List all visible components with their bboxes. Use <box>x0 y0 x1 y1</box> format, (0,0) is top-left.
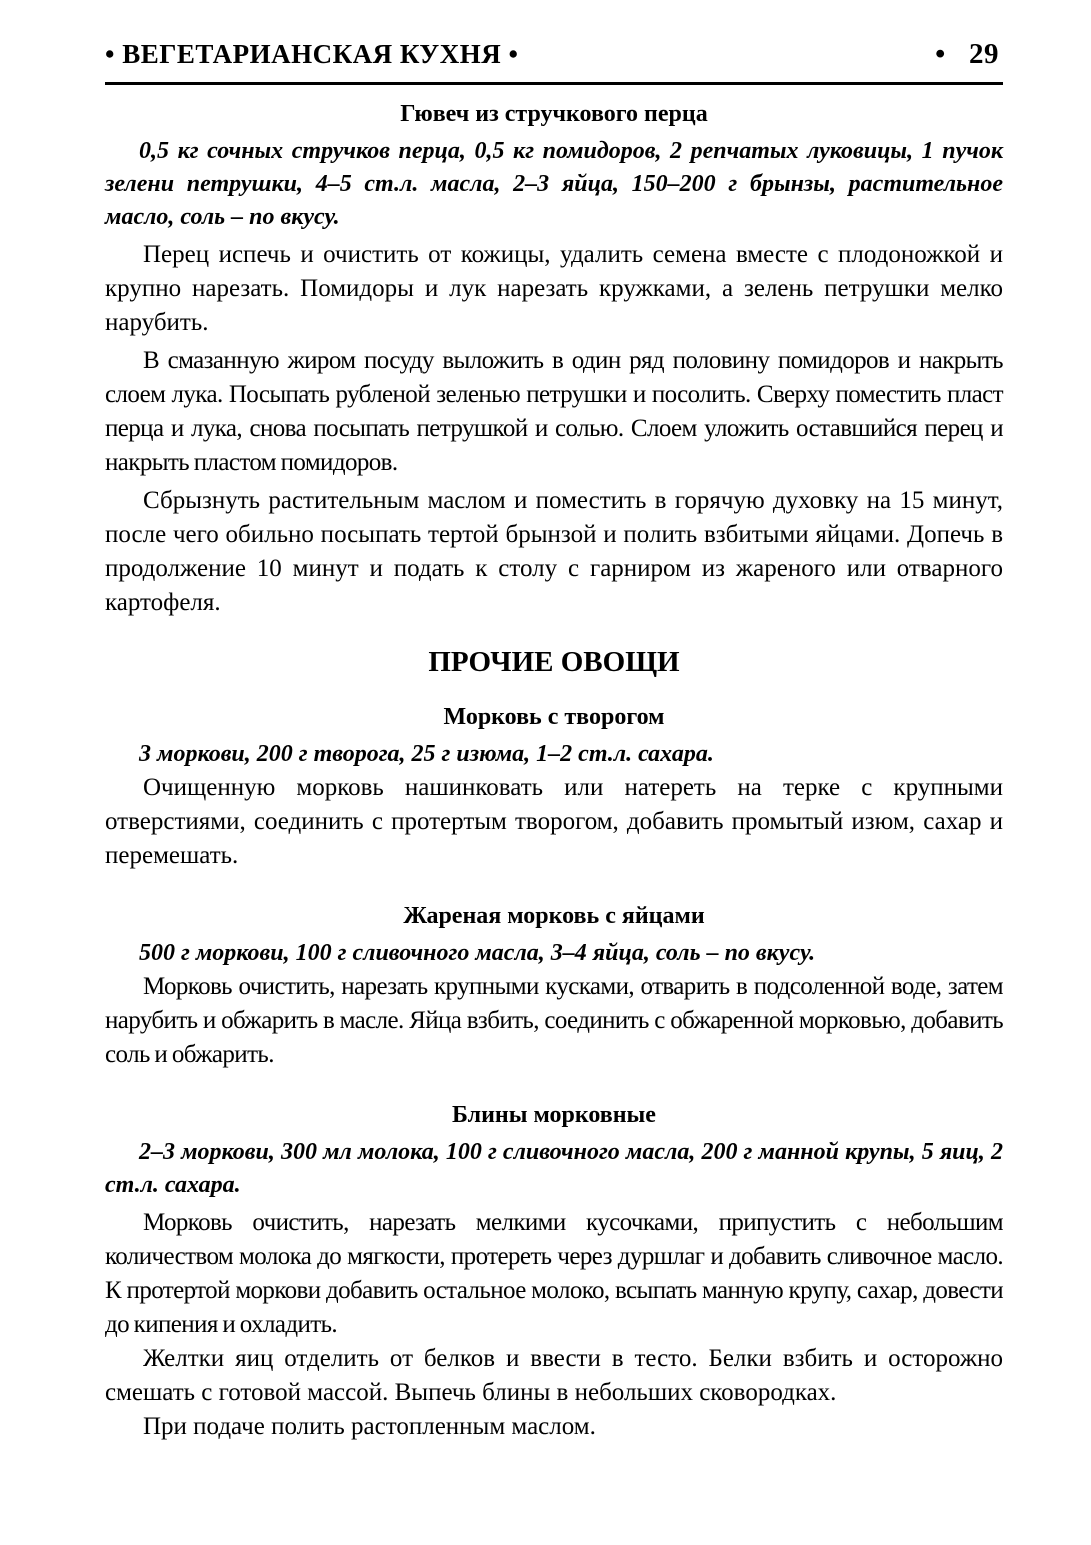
recipe-paragraph: Морковь очистить, нарезать крупными кусками, отварить в подсоленной воде, затем нарубить и обжарить в масле. Яйца взбить, соединить с обжаренной морковью, добавить соль и обжарить. <box>105 973 1003 1068</box>
recipe-ingredients: 3 моркови, 200 г творога, 25 г изюма, 1–2 ст.л. сахара. <box>139 741 714 767</box>
recipe-carrot-cottage-cheese <box>105 702 1003 873</box>
recipe-ingredients: 2–3 моркови, 300 мл молока, 100 г сливочного масла, 200 г манной крупы, 5 яиц, 2 ст.л. сахара. <box>105 1139 1003 1198</box>
recipe-paragraph: Перец испечь и очистить от кожицы, удалить семена вместе с плодоножкой и крупно нарезать. Помидоры и лук нарезать кружками, а зелень петрушки мелко нарубить. <box>105 241 1003 336</box>
recipe-paragraph: Сбрызнуть растительным маслом и поместить в горячую духовку на 15 минут, после чего обильно посыпать тертой брынзой и полить взбитыми яйцами. Допечь в продолжение 10 минут и подать к столу с гарниром из жареного или отварного картофеля. <box>105 487 1003 616</box>
book-page <box>105 38 1003 1444</box>
recipe-title: Морковь с творогом <box>443 704 665 730</box>
recipe-title: Блины морковные <box>452 1102 656 1128</box>
recipe-title: Гювеч из стручкового перца <box>400 101 708 127</box>
recipe-fried-carrot-eggs <box>105 901 1003 1072</box>
recipe-paragraph: При подаче полить растопленным маслом. <box>143 1413 596 1440</box>
recipe-title: Жареная морковь с яйцами <box>403 903 705 929</box>
page-marker: • <box>935 38 946 70</box>
recipe-ingredients: 500 г моркови, 100 г сливочного масла, 3–4 яйца, соль – по вкусу. <box>139 940 816 966</box>
recipe-carrot-pancakes <box>105 1100 1003 1444</box>
running-title: • ВЕГЕТАРИАНСКАЯ КУХНЯ • <box>105 39 519 69</box>
section-title: ПРОЧИЕ ОВОЩИ <box>428 646 680 678</box>
page-number-block <box>935 38 1003 71</box>
page-number: 29 <box>969 38 999 70</box>
running-header <box>105 38 1003 85</box>
recipe-paragraph: Морковь очистить, нарезать мелкими кусочками, припустить с небольшим количеством молока до мягкости, протереть через дуршлаг и добавить сливочное масло. К протертой моркови добавить остальное молоко, всыпать манную крупу, сахар, довести до кипения и охладить. <box>105 1209 1003 1338</box>
recipe-guvech <box>105 99 1003 620</box>
recipe-paragraph: Очищенную морковь нашинковать или натереть на терке с крупными отверстиями, соединить с протертым творогом, добавить промытый изюм, сахар и перемешать. <box>105 774 1003 869</box>
recipe-paragraph: Желтки яиц отделить от белков и ввести в тесто. Белки взбить и осторожно смешать с готовой массой. Выпечь блины в небольших сковородках. <box>105 1345 1003 1406</box>
recipe-ingredients: 0,5 кг сочных стручков перца, 0,5 кг помидоров, 2 репчатых луковицы, 1 пучок зелени петрушки, 4–5 ст.л. масла, 2–3 яйца, 150–200 г брынзы, растительное масло, соль – по вкусу. <box>105 138 1003 230</box>
recipe-paragraph: В смазанную жиром посуду выложить в один ряд половину помидоров и накрыть слоем лука. Посыпать рубленой зеленью петрушки и посолить. Сверху поместить пласт перца и лука, снова посыпать петрушкой и солью. Слоем уложить оставшийся перец и накрыть пластом помидоров. <box>105 347 1003 476</box>
